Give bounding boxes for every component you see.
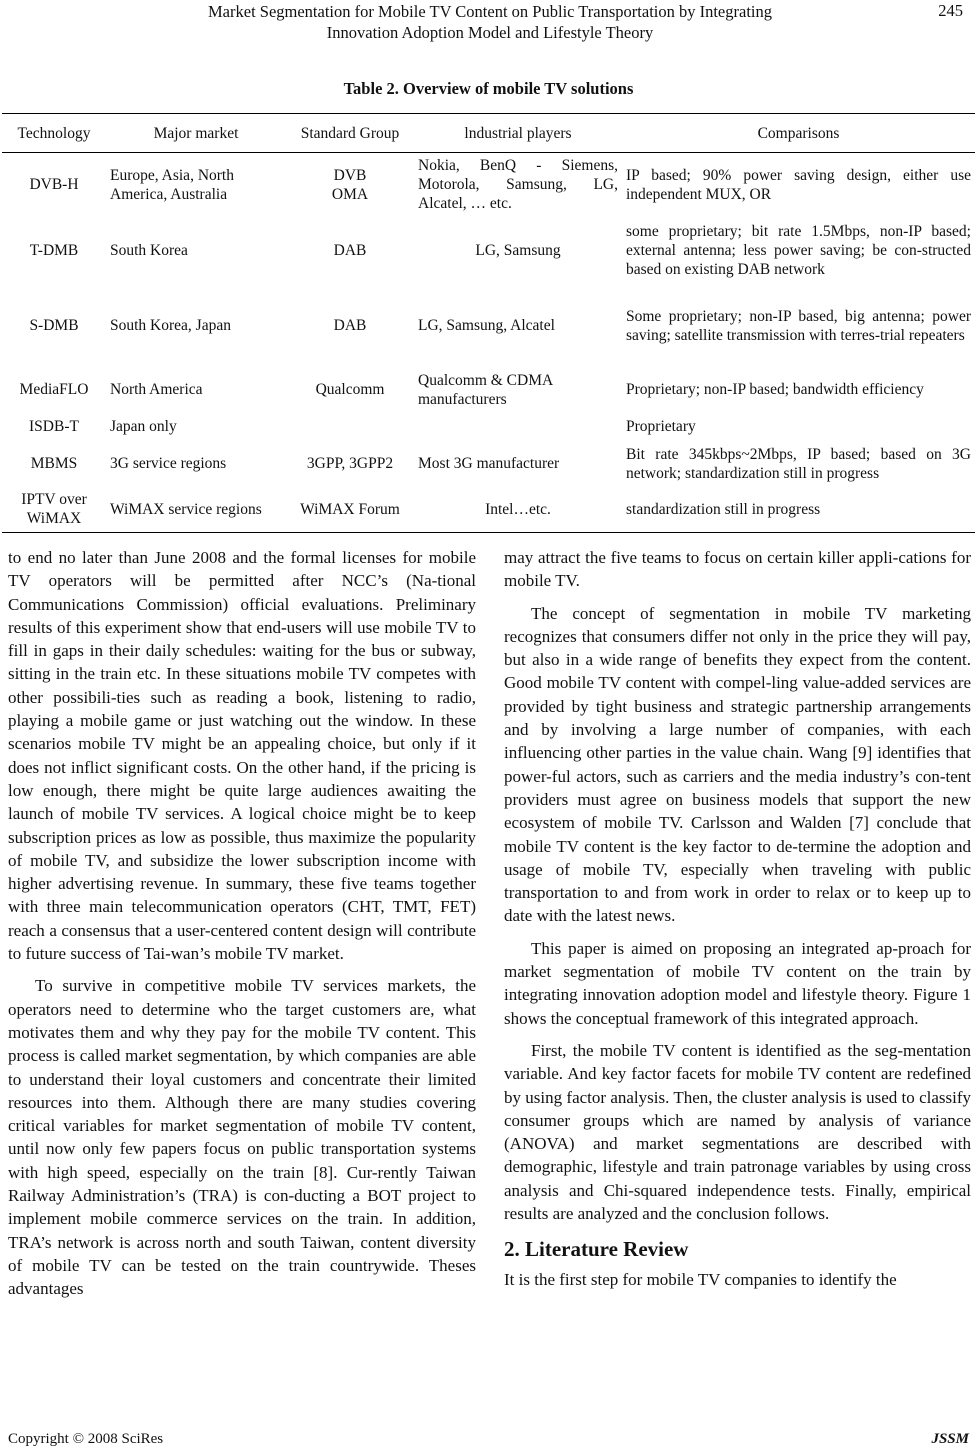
header-industrial-players: lndustrial players xyxy=(414,114,622,153)
header-major-market: Major market xyxy=(106,114,286,153)
cell-standard-group: DAB xyxy=(333,317,367,334)
cell-major-market: South Korea xyxy=(110,242,188,259)
mobile-tv-solutions-table xyxy=(2,113,975,533)
page-header xyxy=(0,0,977,50)
body-paragraph: This paper is aimed on proposing an integrated ap-proach for market segmentation of mobile TV content on the train by integrating innovation adoption model and lifestyle theory. Figure 1 shows the conceptual framework of this integrated approach. xyxy=(504,938,971,1028)
running-title-line-2: Innovation Adoption Model and Lifestyle Theory xyxy=(326,23,654,42)
cell-major-market: North America xyxy=(110,381,203,398)
cell-comparison: Proprietary xyxy=(626,418,696,435)
cell-comparison: some proprietary; bit rate 1.5Mbps, non-IP based; external antenna; less power saving; be con-structed based on existing DAB network xyxy=(626,223,971,278)
cell-industrial-players: LG, Samsung xyxy=(475,242,561,259)
cell-major-market: WiMAX service regions xyxy=(106,487,286,533)
page-number: 245 xyxy=(938,1,963,20)
cell-industrial-players: Intel…etc. xyxy=(414,487,622,533)
body-paragraph: The concept of segmentation in mobile TV marketing recognizes that consumers differ not only in the price they will pay, but also in a wide range of benefits they expect from the content. Good mobile TV content with compel-ling value-added services are provided by tight business and strategic partnership arrangements and by involving a large number of companies, with each influencing other parties in the value chain. Wang [9] identifies that power-ful actors, such as carriers and the media industry’s con-tent providers must agree on business models that support the new ecosystem of mobile TV. Carlsson and Walden [7] conclude that mobile TV content is the key factor to de-termine the adoption and usage of mobile TV, especially when traveling with public transportation to and from work in order to relax or to keep up to date with the latest news. xyxy=(504,603,971,926)
cell-technology: ISDB-T xyxy=(29,418,79,435)
cell-comparison: Some proprietary; non-IP based, big antenna; power saving; satellite transmission with terres-trial repeaters xyxy=(626,307,971,344)
table-header-row xyxy=(2,114,975,153)
cell-industrial-players: Most 3G manufacturer xyxy=(418,455,560,472)
section-heading: 2. Literature Review xyxy=(504,1237,689,1262)
cell-standard-group: DVB OMA xyxy=(331,166,369,203)
cell-comparison: Bit rate 345kbps~2Mbps, IP based; based on 3G network; standardization still in progress xyxy=(626,445,971,482)
cell-standard-group xyxy=(286,413,414,441)
cell-comparison: IP based; 90% power saving design, either use independent MUX, OR xyxy=(626,166,971,203)
table-row xyxy=(2,487,975,533)
cell-major-market: South Korea, Japan xyxy=(110,317,231,334)
header-comparisons: Comparisons xyxy=(622,114,975,153)
cell-technology: S-DMB xyxy=(29,317,79,334)
cell-technology: T-DMB xyxy=(29,242,79,259)
cell-technology: IPTV over WiMAX xyxy=(2,487,106,533)
cell-standard-group: Qualcomm xyxy=(315,381,385,398)
cell-comparison: standardization still in progress xyxy=(622,487,975,533)
cell-standard-group: 3GPP, 3GPP2 xyxy=(306,455,394,472)
cell-technology: MBMS xyxy=(30,455,78,472)
cell-industrial-players: LG, Samsung, Alcatel xyxy=(418,317,555,334)
table-row xyxy=(2,441,975,487)
header-technology: Technology xyxy=(2,114,106,153)
running-title xyxy=(130,1,850,43)
cell-technology: MediaFLO xyxy=(19,381,89,398)
cell-industrial-players xyxy=(414,413,622,441)
body-paragraph: First, the mobile TV content is identified as the seg-mentation variable. And key factor facets for mobile TV content are redefined by using factor analysis. Then, the cluster analysis is used to classify consumer groups which are named by analysis of variance (ANOVA) and market segmentations are described with demographic, lifestyle and train patronage variables by using cross analysis and Chi-squared independence tests. Finally, empirical results are analyzed and the conclusion follows. xyxy=(504,1040,971,1224)
cell-major-market: Japan only xyxy=(110,418,177,435)
table-row xyxy=(2,285,975,367)
cell-comparison: Proprietary; non-IP based; bandwidth efficiency xyxy=(626,381,924,398)
table-row xyxy=(2,367,975,413)
body-paragraph: It is the first step for mobile TV companies to identify the xyxy=(504,1269,897,1289)
cell-technology: DVB-H xyxy=(29,176,79,194)
journal-abbreviation: JSSM xyxy=(931,1431,969,1447)
copyright-notice: Copyright © 2008 SciRes xyxy=(8,1431,164,1447)
table-caption: Table 2. Overview of mobile TV solutions xyxy=(343,79,634,98)
table-row xyxy=(2,217,975,285)
body-paragraph: may attract the five teams to focus on certain killer appli-cations for mobile TV. xyxy=(504,548,971,591)
body-paragraph: To survive in competitive mobile TV services markets, the operators need to determine who the target customers are, what motivates them and why they pay for the mobile TV content. This process is called market segmentation, by which companies are able to understand their loyal customers and concentrate their limited resources into them. Although there are many studies covering critical variables for market segmentation of mobile TV content, until now only few papers focus on public transportation systems with high speed, especially on the train [8]. Cur-rently Taiwan Railway Administration’s (TRA) is con-ducting a BOT project to implement mobile commerce services on the train. In addition, TRA’s network is across north and south Taiwan, content diversity of mobile TV can be tested on the train countrywide. Theses advantages xyxy=(8,976,476,1299)
table-row xyxy=(2,413,975,441)
cell-industrial-players: Qualcomm & CDMA manufacturers xyxy=(418,371,553,408)
right-column xyxy=(504,546,971,1291)
cell-major-market: Europe, Asia, North America, Australia xyxy=(110,166,234,203)
left-column xyxy=(8,546,476,1301)
cell-standard-group: WiMAX Forum xyxy=(286,487,414,533)
running-title-line-1: Market Segmentation for Mobile TV Content on Public Transportation by Integrating xyxy=(208,2,772,21)
body-paragraph: to end no later than June 2008 and the formal licenses for mobile TV operators will be permitted after NCC’s (Na-tional Communications Commission) official evaluations. Preliminary results of this experiment show that end-users will use mobile TV to fill in gaps in their daily schedules: waiting for the bus or subway, sitting in the train etc. In these situations mobile TV competes with other possibili-ties such as reading a book, listening to radio, playing a mobile game or just watching out the window. In these scenarios mobile TV might be an appealing choice, but only if it does not inflict significant costs. On the other hand, if the pricing is low enough, there might be quite large audiences awaiting the launch of mobile TV services. A logical choice might be to keep subscription prices as low as possible, thus maximize the popularity of mobile TV, and subsidize the lower subscription income with higher advertising revenue. In summary, these five teams together with three main telecommunication operators (CHT, TMT, FET) reach a consensus that a user-centered content design will contribute to future success of Tai-wan’s mobile TV market. xyxy=(8,548,476,964)
cell-industrial-players: Nokia, BenQ - Siemens, Motorola, Samsung, LG, Alcatel, … etc. xyxy=(418,157,618,213)
table-row xyxy=(2,153,975,217)
cell-major-market: 3G service regions xyxy=(110,455,227,472)
cell-standard-group: DAB xyxy=(333,242,367,259)
header-standard-group: Standard Group xyxy=(286,114,414,153)
